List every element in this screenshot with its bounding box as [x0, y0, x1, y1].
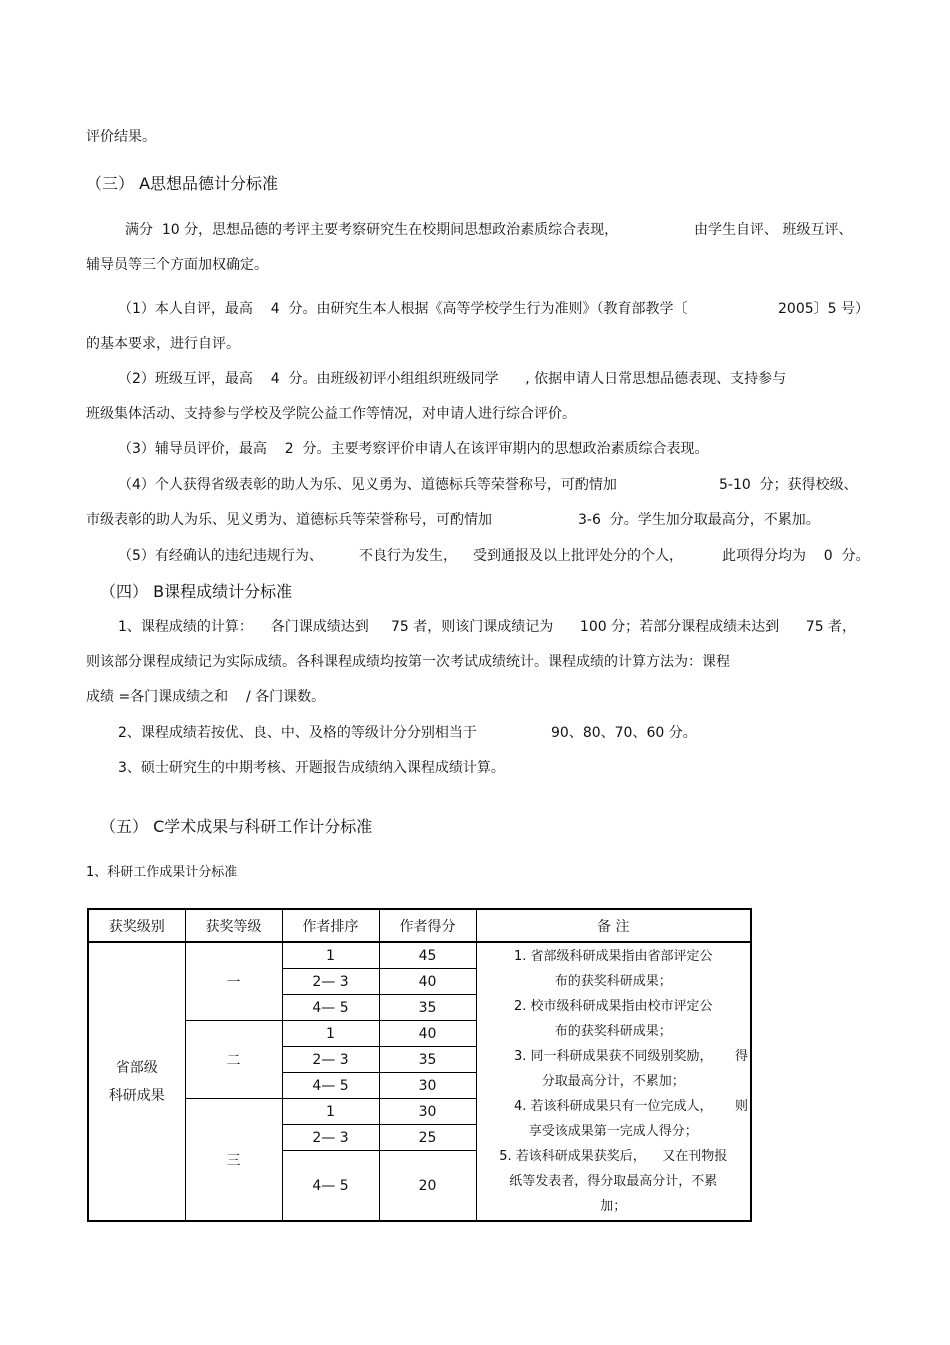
category-line: 科研成果: [108, 1087, 165, 1104]
paragraph-text: 2005〕5 号）: [778, 301, 869, 317]
paragraph-text: 评价结果。: [86, 129, 156, 145]
award-level-cell: 一: [185, 942, 282, 1021]
note-line: 5. 若该科研成果获奖后， 又在刊物报: [499, 1149, 728, 1164]
author-rank-cell: 4— 5: [282, 1151, 379, 1222]
author-score-cell: 30: [379, 1099, 476, 1125]
section-heading-3: （三） A思想品德计分标准: [86, 174, 279, 193]
paragraph-text: 满分 10 分，思想品德的考评主要考察研究生在校期间思想政治素质综合表现，: [125, 222, 619, 238]
paragraph-text: （5）有经确认的违纪违规行为、: [118, 548, 323, 564]
paragraph-text: 5-10 分；获得校级、: [719, 477, 858, 493]
column-header: 获奖等级: [185, 909, 282, 942]
paragraph-text: 此项得分均为 0 分。: [722, 548, 870, 564]
author-rank-cell: 2— 3: [282, 1125, 379, 1151]
author-rank-cell: 2— 3: [282, 1047, 379, 1073]
author-score-cell: 35: [379, 1047, 476, 1073]
author-score-cell: 25: [379, 1125, 476, 1151]
note-line: [477, 1044, 751, 1069]
column-header: 作者得分: [379, 909, 476, 942]
column-header: 作者排序: [282, 909, 379, 942]
paragraph-text: 市级表彰的助人为乐、见义勇为、道德标兵等荣誉称号，可酌情加: [86, 512, 492, 528]
column-header: 备 注: [476, 909, 751, 942]
paragraph-text: 辅导员等三个方面加权确定。: [86, 257, 268, 273]
paragraph-text: 由学生自评、 班级互评、: [694, 222, 853, 238]
note-line: 享受该成果第一完成人得分；: [528, 1124, 698, 1139]
author-rank-cell: 1: [282, 1099, 379, 1125]
note-text: 得: [734, 1049, 748, 1064]
note-text: 4. 若该科研成果只有一位完成人，: [513, 1099, 713, 1114]
author-score-cell: 20: [379, 1151, 476, 1222]
author-rank-cell: 4— 5: [282, 1073, 379, 1099]
paragraph-text: 90、80、70、60 分。: [551, 725, 697, 741]
author-rank-cell: 2— 3: [282, 969, 379, 995]
paragraph-text: 成绩 =各门课成绩之和 / 各门课数。: [86, 689, 326, 705]
paragraph-text: 班级集体活动、支持参与学校及学院公益工作等情况，对申请人进行综合评价。: [86, 406, 576, 422]
column-header: 获奖级别: [88, 909, 185, 942]
author-rank-cell: 4— 5: [282, 995, 379, 1021]
note-line: 加；: [600, 1199, 627, 1214]
author-score-cell: 30: [379, 1073, 476, 1099]
note-line: 2. 校市级科研成果指由校市评定公: [513, 999, 713, 1014]
paragraph-text: （4）个人获得省级表彰的助人为乐、见义勇为、道德标兵等荣誉称号，可酌情加: [118, 477, 617, 493]
table-row: [88, 942, 751, 969]
section-heading-4: （四） B课程成绩计分标准: [100, 582, 293, 601]
paragraph-text: （3）辅导员评价，最高 2 分。主要考察评价申请人在该评审期内的思想政治素质综合表现。: [118, 441, 709, 457]
paragraph-text: 1、课程成绩的计算： 各门课成绩达到 75 者，则该门课成绩记为 100 分；若部分课程成绩未达到 75 者，: [118, 619, 857, 635]
section-heading-5: （五） C学术成果与科研工作计分标准: [100, 817, 373, 836]
award-category-cell: [88, 942, 185, 1221]
award-level-cell: 三: [185, 1099, 282, 1222]
paragraph-text: 则该部分课程成绩记为实际成绩。各科课程成绩均按第一次考试成绩统计。课程成绩的计算方法为：课程: [86, 654, 730, 670]
notes-cell: [476, 942, 751, 1221]
table-header-row: [88, 909, 751, 942]
note-line: 1. 省部级科研成果指由省部评定公: [513, 949, 713, 964]
note-line: 分取最高分计，不累加；: [541, 1074, 685, 1089]
author-score-cell: 40: [379, 969, 476, 995]
paragraph-text: （1）本人自评，最高 4 分。由研究生本人根据《高等学校学生行为准则》（教育部教学〔: [118, 301, 688, 317]
paragraph-text: （2）班级互评，最高 4 分。由班级初评小组组织班级同学 , 依据申请人日常思想品德表现、支持参与: [118, 371, 787, 387]
author-score-cell: 40: [379, 1021, 476, 1047]
subsection-title: 1、科研工作成果计分标准: [86, 865, 238, 880]
score-table: [87, 908, 752, 1222]
award-level-cell: 二: [185, 1021, 282, 1099]
paragraph-text: 受到通报及以上批评处分的个人，: [473, 548, 683, 564]
note-text: 则: [734, 1099, 748, 1114]
author-score-cell: 35: [379, 995, 476, 1021]
author-score-cell: 45: [379, 942, 476, 969]
paragraph-text: 不良行为发生，: [359, 548, 457, 564]
note-line: 纸等发表者，得分取最高分计，不累: [509, 1174, 718, 1189]
note-line: 布的获奖科研成果；: [554, 974, 672, 989]
paragraph-text: 2、课程成绩若按优、良、中、及格的等级计分分别相当于: [118, 725, 477, 741]
category-line: 省部级: [115, 1059, 158, 1076]
paragraph-text: 3-6 分。学生加分取最高分，不累加。: [578, 512, 820, 528]
paragraph-text: 的基本要求，进行自评。: [86, 336, 240, 352]
author-rank-cell: 1: [282, 1021, 379, 1047]
author-rank-cell: 1: [282, 942, 379, 969]
paragraph-text: 3、硕士研究生的中期考核、开题报告成绩纳入课程成绩计算。: [118, 760, 505, 776]
note-text: 3. 同一科研成果获不同级别奖励，: [513, 1049, 713, 1064]
note-line: [477, 1094, 751, 1119]
note-line: 布的获奖科研成果；: [554, 1024, 672, 1039]
